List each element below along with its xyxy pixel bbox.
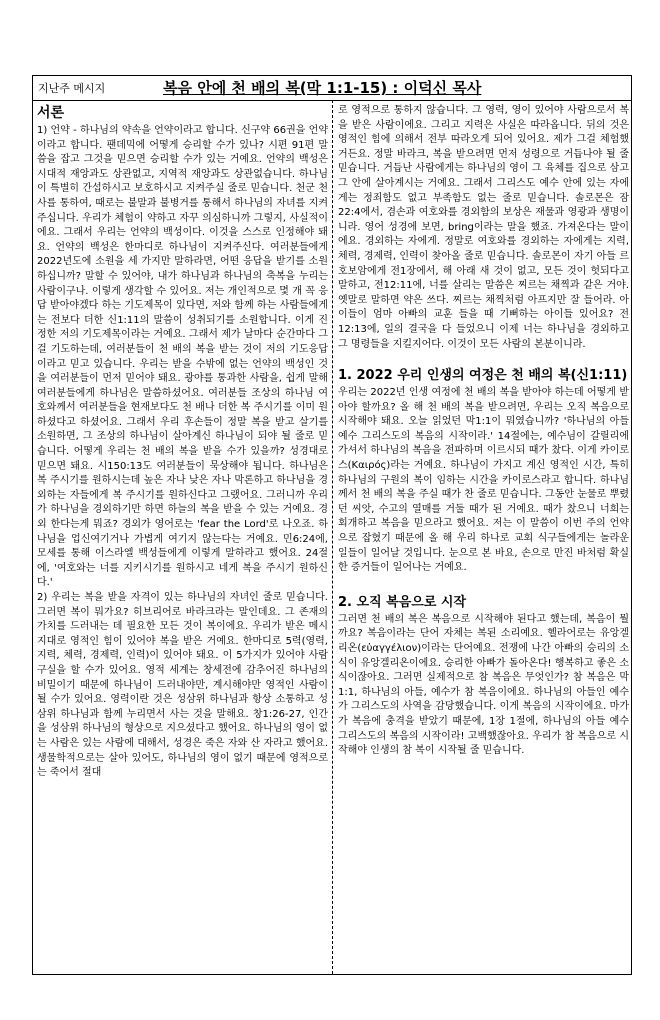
section-1-heading: 1. 2022 우리 인생의 여정은 천 배의 복(신1:11) (338, 368, 628, 384)
left-column (33, 100, 333, 974)
intro-paragraph-1: 1) 언약 - 하나님의 약속을 언약이라고 합니다. 신구약 66권을 언약이라고 합니다. 팬데믹에 어떻게 승리할 수가 있나? 시편 91편 말씀을 잡고 그것을 믿으면 승리할 수가 있는 거예요. 언약의 백성은 시대적 재앙과도 상관없고, 지역적 재앙과도 상관없습니다. 하나님이 특별히 간섭하시고 보호하시고 지켜주실 줄로 믿습니다. 천군 천사를 통하여, 때로는 불말과 불병거를 통해서 하나님의 자녀를 지켜주십니다. 우리가 체험이 약하고 자꾸 의심하니까 그렇지, 사실적이에요. 그래서 우리는 언약의 백성이다. 이것을 스스로 인정해야 돼요. 언약의 백성은 한마디로 하나님이 지켜주신다. 여러분들에게 2022년도에 소원을 세 가지만 말하라면, 어떤 응답을 받기를 소원하십니까? 말할 수 있어야, 내가 하나님과 하나님의 축복을 누리는 사람이구나. 이렇게 생각할 수 있어요. 저는 개인적으로 몇 개 꼭 응답 받아야겠다 하는 기도제목이 있다면, 저와 함께 하는 사람들에게는 전보다 더한 신1:11의 말씀이 성취되기를 소원합니다. 이게 진정한 저의 기도제목이라는 거예요. 그래서 제가 날마다 순간마다 그걸 기도하는데, 여러분들이 천 배의 복을 받는 것이 저의 기도응답이라고 믿고 있습니다. 우리는 받을 수밖에 없는 언약의 백성인 것을 여러분들이 먼저 믿어야 돼요. 광야를 통과한 사람을, 쉽게 말해 여러분들에게 하나님은 말씀하셨어요. 여러분들 조상의 하나님 여호와께서 여러분들을 현재보다도 천 배나 더한 복 주시기를 이미 원하셨다고 하셨어요. 그래서 우리 후손들이 정말 복을 받고 살기를 소원하면, 그 조상의 하나님이 살아계신 하나님이 되야 될 줄로 믿습니다. 어떻게 우리는 천 배의 복을 받을 수가 있을까? 성경대로 믿으면 돼요. 시150:13도 여러분들이 묵상해야 됩니다. 하나님은 복 주시기를 원하시는데 높은 자나 낮은 자나 막론하고 하나님을 경외하는 자들에게 복 주시기를 원하신다고 그랬어요. 그러니까 우리가 하나님을 경외하기만 하면 하늘의 복을 받을 수 있는 거예요. 경외 한다는게 뭐죠? 경외가 영어로는 'fear the Lord'로 나오죠. 하나님을 업신여기거나 가볍게 여기지 않는다는 거예요. 민6:24에, 모세를 통해 이스라엘 백성들에게 이렇게 말하라고 했어요. 24절에, '여호와는 너를 지키시기를 원하시고 네게 복을 주시기 원하신다.' (37, 125, 328, 589)
page-title: 복음 안에 천 배의 복(막 1:1-15) : 이덕신 목사 (163, 79, 482, 97)
section-1-body: 우리는 2022년 인생 여정에 천 배의 복을 받아야 하는데 어떻게 받아야 할까요? 올 해 천 배의 복을 받으려면, 우리는 오직 복음으로 시작해야 돼요. 오늘 읽었던 막1:1이 뭐였습니까? '하나님의 아들 예수 그리스도의 복음의 시작이라.' 14절에는, 예수님이 갈릴리에 가셔서 하나님의 복음을 전파하며 이르시되 때가 찼다. 이게 카이로스(Καιρός)라는 거예요. 하나님이 가지고 계신 영적인 시간, 특히 하나님의 구원의 복이 임하는 시간을 카이로스라고 합니다. 하나님께서 천 배의 복을 주실 때가 찬 줄로 믿습니다. 그동안 눈물로 뿌렸던 씨앗, 수고의 열매를 거둘 때가 된 거예요. 때가 찼으니 너희는 회개하고 복음을 믿으라고 했어요. 저는 이 말씀이 이번 주의 언약으로 잡혔기 때문에 올 해 우리 하나로 교회 식구들에게는 놀라운 일들이 일어날 것입니다. 눈으로 본 바요, 손으로 만진 바처럼 확실한 증거들이 일어나는 거예요. (338, 387, 629, 574)
section-label: 지난주 메시지 (38, 82, 106, 95)
right-column (333, 100, 633, 974)
intro-heading: 서론 (37, 105, 65, 121)
section-2-heading: 2. 오직 복음으로 시작 (338, 594, 467, 610)
section-2-body: 그러면 천 배의 복은 복음으로 시작해야 된다고 했는데, 복음이 뭘까요? 복음이라는 단어 자체는 복된 소리예요. 헬라어로는 유앙겔리온(εὐαγγέλιον)이라는 단어예요. 전쟁에 나간 아빠의 승리의 소식이 유앙겔리온이에요. 승리한 아빠가 돌아온다! 행복하고 좋은 소식이잖아요. 그러면 실제적으로 참 복음은 무엇인가? 참 복음은 막1:1, 하나님의 아들, 예수가 참 복음이에요. 하나님의 아들인 예수가 그리스도의 사역을 감당했습니다. 이게 복음의 시작이에요. 마가가 복음에 충격을 받았기 때문에, 1장 1절에, 하나님의 아들 예수 그리스도의 복음의 시작이라! 고백했잖아요. 우리가 참 복음으로 시작해야 인생의 참 복이 시작될 줄 믿습니다. (338, 613, 629, 757)
bulletin-page (32, 75, 632, 975)
intro-paragraph-2: 2) 우리는 복을 받을 자격이 있는 하나님의 자녀인 줄로 믿습니다. 그러면 복이 뭐가요? 히브리어로 바라크라는 말인데요. 그 존재의 가치를 드러내는 데 필요한 모든 것이 복이에요. 우리가 받은 메시지대로 영적인 힘이 있어야 복을 받은 거예요. 한마디로 5력(영력, 지력, 체력, 경제력, 인력)이 있어야 돼요. 이 5가지가 있어야 사람 구실을 할 수가 있어요. 영적 세계는 창세전에 감추어진 하나님의 비밀이기 때문에 하나님이 드러내야만, 계시해야만 영적인 사람이 될 수가 있어요. 영력이란 것은 성삼위 하나님과 항상 소통하고 성삼위 하나님과 함께 누리면서 사는 것을 말해요. 창1:26-27, 인간을 성삼위 하나님의 형상으로 지으셨다고 했어요. 하나님의 영이 없는 사람은 있는 사람에 대해서, 성경은 죽은 자와 산 자라고 했어요. 생물학적으로는 살아 있어도, 하나님의 영이 없기 때문에 영적으로는 죽어서 절대 (37, 592, 328, 779)
header-bar (33, 76, 631, 101)
continued-paragraph: 로 영적으로 통하지 않습니다. 그 영력, 영이 있어야 사람으로서 복을 받은 사람이에요. 그리고 지력은 사실은 따라옵니다. 뒤의 것은 영적인 힘에 의해서 전부 따라오게 되어 있어요. 제가 그걸 체험했거든요. 정말 바라크, 복을 받으려면 먼저 성령으로 거듭나야 될 줄 믿습니다. 거듭난 사람에게는 하나님의 영이 그 육체를 집으로 삼고 그 안에 살아계시는 거예요. 그래서 그리스도 예수 안에 있는 자에게는 정죄함도 없고 부족함도 없는 줄로 믿습니다. 솔로몬은 잠22:4에서, 겸손과 여호와를 경외함의 보상은 재물과 영광과 생명이니라. 영어 성경에 보면, bring이라는 말을 했죠. 가져온다는 말이에요. 경외하는 자에게. 정말로 여호와를 경외하는 자에게는 지력, 체력, 경제력, 인력이 찾아올 줄로 믿습니다. 솔로몬이 자기 아들 르호보암에게 전1장에서, 해 아래 새 것이 없고, 모든 것이 헛되다고 말하고, 전12:11에, 너를 살리는 말씀은 찌르는 채찍과 같은 거야. 옛말로 말하면 약은 쓰다. 찌르는 채찍처럼 아프지만 잘 들어라. 아이들이 엄마 아빠의 교훈 들을 때 기뻐하는 아이들 있어요? 전12:13에, 일의 결국을 다 들었으니 이제 너는 하나님을 경외하고 그 명령들을 지킬지어다. 이것이 모든 사람의 본분이니라. (338, 105, 629, 350)
